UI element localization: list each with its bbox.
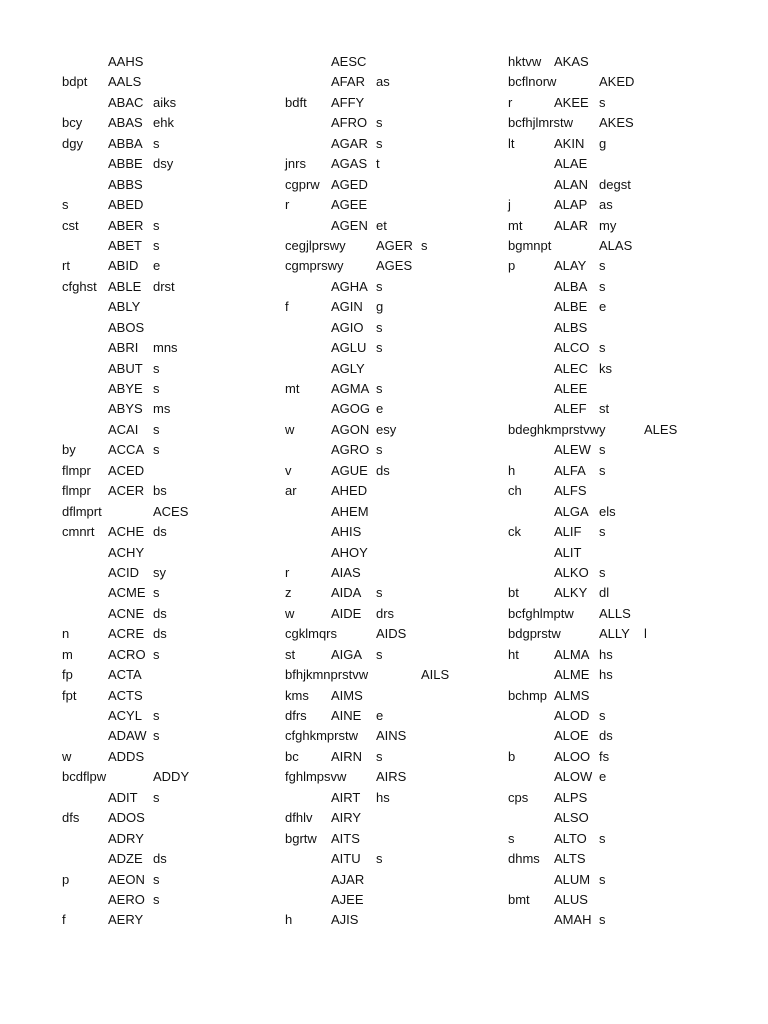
back-hooks: hs [376,789,390,805]
front-hooks: bdft [285,94,307,110]
word: AGLY [331,360,365,376]
back-hooks: s [376,851,383,867]
word: ADAW [108,728,147,744]
front-hooks: bcy [62,115,83,131]
word: ABUT [108,360,143,376]
word: ACYL [108,708,142,723]
word: AGES [376,258,413,274]
front-hooks: cgklmqrs [285,626,338,642]
word: ALME [554,667,590,683]
word: AGEN [331,217,368,233]
word: AFRO [331,115,368,131]
back-hooks: s [376,442,383,458]
back-hooks: s [599,462,606,478]
front-hooks: ck [508,524,521,540]
word: AAHS [108,54,144,69]
word: ABYS [108,401,143,417]
word: ALBA [554,278,588,294]
word: AMAH [554,912,592,928]
back-hooks: fs [599,748,610,764]
back-hooks: s [153,789,160,805]
back-hooks: s [599,912,606,928]
word: ALEF [554,401,587,417]
back-hooks: ds [153,851,167,867]
back-hooks: s [153,237,160,253]
word: AFFY [331,94,365,110]
front-hooks: dfrs [285,708,307,723]
word: AIDE [331,605,362,621]
front-hooks: cfghst [62,278,97,294]
word: AKEE [554,94,589,110]
back-hooks: s [153,217,160,233]
front-hooks: j [508,197,511,213]
word: AITU [331,851,361,867]
front-hooks: dhms [508,851,540,867]
word: AGON [331,421,370,437]
front-hooks: dfs [62,810,80,826]
front-hooks: s [508,830,515,846]
word: ACER [108,483,145,499]
front-hooks: bmt [508,891,530,907]
word: AIGA [331,646,363,662]
word: ACES [153,503,189,519]
word: AIRY [331,810,362,826]
back-hooks: s [599,524,606,540]
word: AINE [331,708,362,723]
word: AGUE [331,462,368,478]
word: ALPS [554,789,588,805]
word: AIMS [331,687,363,703]
front-hooks: jnrs [285,156,306,172]
back-hooks: bs [153,483,167,499]
word: ACNE [108,605,145,621]
word: AGOG [331,401,371,417]
word: ACRE [108,626,145,642]
front-hooks: f [62,912,66,928]
back-hooks: dl [599,585,610,601]
back-hooks: ms [153,401,171,417]
word: ABOS [108,319,145,335]
front-hooks: cmnrt [62,524,95,540]
back-hooks: hs [599,667,613,683]
back-hooks: s [153,871,160,887]
front-hooks: flmpr [62,462,91,478]
back-hooks: mns [153,340,178,356]
word: ALFS [554,483,587,499]
word: AIAS [331,564,361,580]
word: AGED [331,176,368,192]
word: AIRN [331,748,363,764]
word: AGIO [331,319,364,335]
back-hooks: s [376,340,383,356]
front-hooks: bt [508,585,519,601]
word: ALBS [554,319,588,335]
back-hooks: aiks [153,94,177,110]
front-hooks: n [62,626,70,642]
front-hooks: bcfghlmptw [508,605,574,621]
back-hooks: s [376,278,383,294]
word: AIDA [331,585,362,601]
word: AERY [108,912,144,928]
back-hooks: s [153,708,160,723]
front-hooks: lt [508,135,515,151]
back-hooks: as [376,74,390,90]
back-hooks: ks [599,360,612,376]
word: ALAP [554,197,588,213]
back-hooks: drs [376,605,395,621]
word: ALUM [554,871,591,887]
front-hooks: cst [62,217,79,233]
back-hooks: s [153,646,160,662]
front-hooks: bdpt [62,74,88,90]
back-hooks: s [599,278,606,294]
back-hooks: t [376,156,380,172]
back-hooks: ds [153,524,167,540]
word: AGHA [331,278,368,294]
word: ABLE [108,278,142,294]
back-hooks: e [153,258,161,274]
word: ALOO [554,748,591,764]
word: AGER [376,237,413,253]
word: AEON [108,871,145,887]
word: AKES [599,115,634,131]
back-hooks: els [599,503,616,519]
word: ABLY [108,299,141,315]
word: ADOS [108,810,145,826]
back-hooks: as [599,197,613,213]
back-hooks: drst [153,278,175,294]
back-hooks: s [153,442,160,458]
front-hooks: hktvw [508,54,542,69]
back-hooks: s [599,708,606,723]
front-hooks: bcdflpw [62,769,107,785]
word: ALAS [599,237,633,253]
back-hooks: dsy [153,156,174,172]
word: AGLU [331,340,367,356]
word: ALLY [599,626,630,642]
back-hooks: e [599,299,607,315]
front-hooks: cfghkmprstw [285,728,358,744]
front-hooks: p [62,871,70,887]
word: AHEM [331,503,369,519]
word: ADZE [108,851,143,867]
back-hooks: et [376,217,387,233]
front-hooks: mt [508,217,523,233]
word: AITS [331,830,360,846]
back-hooks: s [599,258,606,274]
front-hooks: w [285,421,295,437]
word: ALIF [554,524,582,540]
word: ABID [108,258,139,274]
word: ACTS [108,687,143,703]
word: ACTA [108,667,142,683]
word: AGEE [331,197,368,213]
word: ALAY [554,258,587,274]
word: AIRS [376,769,407,785]
back-hooks: s [376,381,383,396]
back-hooks: my [599,217,617,233]
front-hooks: bchmp [508,687,548,703]
back-hooks: s [153,381,160,396]
word: AKED [599,74,635,90]
back-hooks: s [376,319,383,335]
word: ALTS [554,851,586,867]
front-hooks: cgmprswy [285,258,344,274]
word: ACED [108,462,145,478]
back-hooks: e [376,708,384,723]
back-hooks: g [599,135,607,151]
front-hooks: h [285,912,293,928]
back-hooks: s [599,564,606,580]
front-hooks: s [62,197,69,213]
word: AKIN [554,135,585,151]
word: ALIT [554,544,582,560]
back-hooks: e [599,769,607,785]
front-hooks: bc [285,748,299,764]
front-hooks: dflmprt [62,503,102,519]
front-hooks: fp [62,667,73,683]
word: ALTO [554,830,587,846]
word: ALCO [554,340,590,356]
word: ABED [108,197,144,213]
back-hooks: s [599,442,606,458]
front-hooks: fpt [62,687,77,703]
word: ALAR [554,217,588,233]
front-hooks: r [285,564,290,580]
front-hooks: bcflnorw [508,74,557,90]
back-hooks: s [599,871,606,887]
word: AFAR [331,74,365,90]
word: ALES [644,421,678,437]
word: ABBE [108,156,143,172]
back-hooks: s [376,135,383,151]
word: AESC [331,54,367,69]
back-hooks: s [421,237,428,253]
word: AINS [376,728,407,744]
word: AIRT [331,789,361,805]
front-hooks: bdgprstw [508,626,561,642]
front-hooks: z [285,585,292,601]
front-hooks: bcfhjlmrstw [508,115,574,131]
word: ADIT [108,789,138,805]
word: ADDS [108,748,145,764]
front-hooks: rt [62,258,70,274]
back-hooks: e [376,401,384,417]
word: AGAS [331,156,368,172]
front-hooks: f [285,299,289,315]
word: ABAS [108,115,143,131]
word: ALBE [554,299,588,315]
word: ALEW [554,442,591,458]
back-hooks: ehk [153,115,174,131]
word: AHED [331,483,368,499]
back-hooks: s [153,421,160,437]
front-hooks: bdeghkmprstvwy [508,421,606,437]
front-hooks: mt [285,381,300,396]
word: ABBS [108,176,143,192]
back-hooks: s [153,135,160,151]
back-hooks: esy [376,421,397,437]
word: ALEC [554,360,588,376]
word: ALKY [554,585,588,601]
word: ADDY [153,769,190,785]
back-hooks: sy [153,564,166,580]
word: ALMS [554,687,590,703]
word: ALAE [554,156,588,172]
word: AHIS [331,524,362,540]
word: ABAC [108,94,144,110]
back-hooks: ds [153,605,167,621]
word: ALGA [554,503,589,519]
front-hooks: ch [508,483,522,499]
back-hooks: s [153,585,160,601]
word: AJAR [331,871,365,887]
front-hooks: flmpr [62,483,91,499]
back-hooks: s [376,646,383,662]
back-hooks: ds [599,728,613,744]
front-hooks: h [508,462,516,478]
word: AHOY [331,544,368,560]
word: ACAI [108,421,139,437]
front-hooks: v [285,462,292,478]
word: ALKO [554,564,589,580]
word: AALS [108,74,142,90]
front-hooks: r [508,94,513,110]
word: ALOD [554,708,590,723]
word: ALEE [554,381,588,396]
back-hooks: hs [599,646,613,662]
front-hooks: w [62,748,72,764]
back-hooks: s [153,360,160,376]
word: ALOW [554,769,593,785]
word: ABBA [108,135,143,151]
front-hooks: ar [285,483,297,499]
front-hooks: fghlmpsvw [285,769,347,785]
word: ALOE [554,728,589,744]
back-hooks: l [644,626,647,642]
word: ACHE [108,524,145,540]
word: ADRY [108,830,144,846]
back-hooks: g [376,299,384,315]
front-hooks: p [508,258,516,274]
front-hooks: cgprw [285,176,320,192]
word: ABER [108,217,144,233]
word: ABRI [108,340,139,356]
word: AGAR [331,135,368,151]
word: ABYE [108,381,143,396]
word: ALLS [599,605,631,621]
word: ALAN [554,176,588,192]
word: ALUS [554,891,588,907]
back-hooks: s [376,748,383,764]
front-hooks: cegjlprswy [285,237,346,253]
front-hooks: bfhjkmnprstvw [285,667,369,683]
word: ALMA [554,646,590,662]
front-hooks: bgmnpt [508,237,552,253]
word: ALSO [554,810,589,826]
front-hooks: st [285,646,296,662]
back-hooks: s [376,115,383,131]
back-hooks: s [599,830,606,846]
back-hooks: degst [599,176,631,192]
back-hooks: s [153,891,160,907]
front-hooks: kms [285,687,309,703]
front-hooks: bgrtw [285,830,317,846]
word: AKAS [554,54,589,69]
front-hooks: dfhlv [285,810,313,826]
word: ABET [108,237,142,253]
front-hooks: m [62,646,73,662]
front-hooks: r [285,197,290,213]
word: AILS [421,667,450,683]
word: AJIS [331,912,359,928]
word: ACRO [108,646,146,662]
word: ACME [108,585,146,601]
word: AGRO [331,442,370,458]
word: ACCA [108,442,145,458]
word: ALFA [554,462,586,478]
word: AIDS [376,626,407,642]
back-hooks: s [153,728,160,744]
back-hooks: ds [153,626,167,642]
front-hooks: cps [508,789,529,805]
front-hooks: by [62,442,76,458]
front-hooks: b [508,748,516,764]
word: AERO [108,891,145,907]
back-hooks: st [599,401,610,417]
word: AGMA [331,381,370,396]
front-hooks: ht [508,646,519,662]
word: ACHY [108,544,145,560]
back-hooks: s [376,585,383,601]
back-hooks: s [599,340,606,356]
back-hooks: s [599,94,606,110]
front-hooks: dgy [62,135,83,151]
word: ACID [108,564,140,580]
word: AGIN [331,299,363,315]
word: AJEE [331,891,364,907]
front-hooks: w [285,605,295,621]
back-hooks: ds [376,462,390,478]
